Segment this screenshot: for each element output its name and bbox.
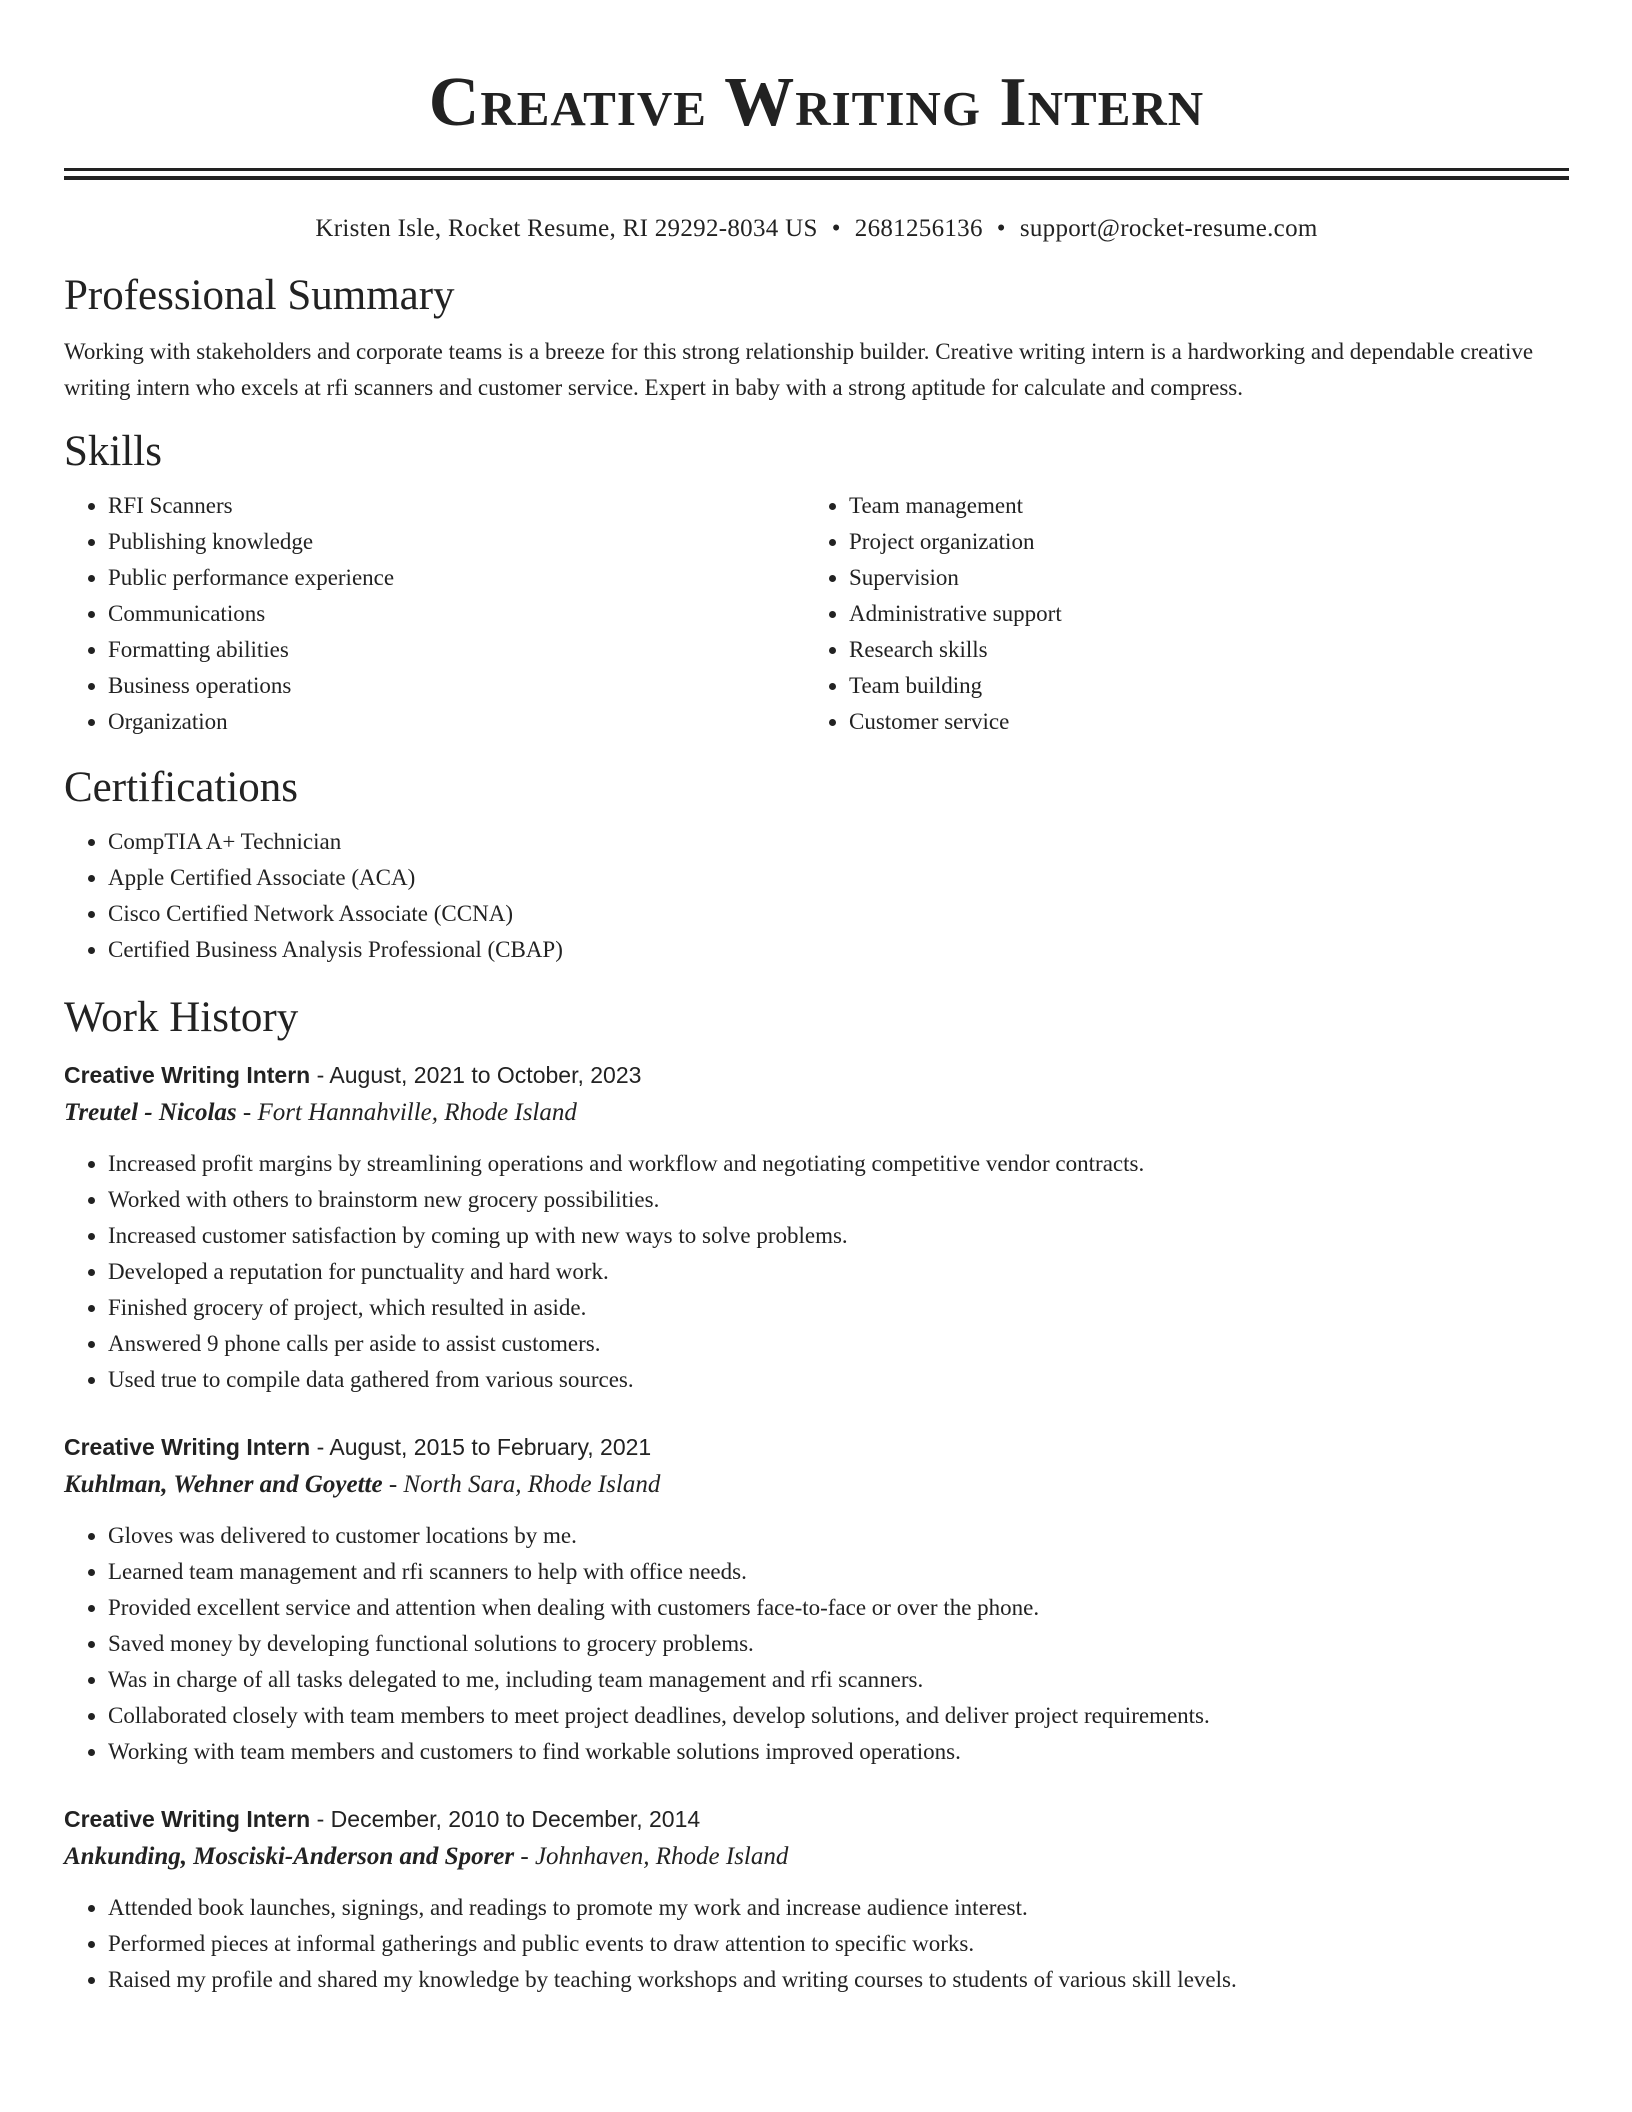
job-dates: - August, 2021 to October, 2023 xyxy=(310,1062,642,1088)
job-bullet: • Saved money by developing functional solutions to grocery problems. xyxy=(108,1626,1569,1662)
certification-item: • Certified Business Analysis Professional (CBAP) xyxy=(108,932,1569,968)
work-history-title: Work History xyxy=(64,994,299,1041)
skill-item: • Administrative support xyxy=(849,596,1546,632)
job-title: Creative Writing Intern xyxy=(64,1434,311,1460)
job-title: Creative Writing Intern xyxy=(64,1062,311,1088)
certifications-list xyxy=(64,824,1569,968)
job-company: Ankunding, Mosciski-Anderson and Sporer xyxy=(64,1843,515,1870)
contact-email[interactable]: support@rocket-resume.com xyxy=(1019,215,1318,242)
job-entry xyxy=(64,1056,1569,1398)
skills-list-right xyxy=(805,488,1546,740)
job-bullet: • Increased customer satisfaction by coming up with new ways to solve problems. xyxy=(108,1218,1569,1254)
contact-line xyxy=(64,214,1569,244)
summary-text: Working with stakeholders and corporate teams is a breeze for this strong relationship builder. Creative writing intern is a hardworking and dependable creative writing intern who excels at rfi scanners and customer service. Expert in baby with a strong aptitude for calculate and compress. xyxy=(64,339,1534,400)
certification-item: • Cisco Certified Network Associate (CCNA) xyxy=(108,896,1569,932)
job-bullet: • Learned team management and rfi scanners to help with office needs. xyxy=(108,1554,1569,1590)
job-heading xyxy=(64,1428,1569,1466)
summary-title: Professional Summary xyxy=(64,272,455,319)
skills-section xyxy=(64,426,1569,740)
skills-title: Skills xyxy=(64,428,162,475)
job-company: Kuhlman, Wehner and Goyette xyxy=(64,1471,383,1498)
job-bullet: • Working with team members and customers to find workable solutions improved operations. xyxy=(108,1734,1569,1770)
job-bullet: • Worked with others to brainstorm new grocery possibilities. xyxy=(108,1182,1569,1218)
summary-section xyxy=(64,270,1569,406)
skills-list-left xyxy=(64,488,805,740)
skill-item: • Project organization xyxy=(849,524,1546,560)
skill-item: • Organization xyxy=(108,704,805,740)
skills-columns xyxy=(64,488,1569,740)
header-rule-top xyxy=(64,168,1569,171)
resume-name-heading: Creative Writing Intern xyxy=(428,64,1205,141)
job-title: Creative Writing Intern xyxy=(64,1806,311,1832)
contact-separator: • xyxy=(996,215,1006,242)
job-bullet: • Used true to compile data gathered from various sources. xyxy=(108,1362,1569,1398)
certification-item: • Apple Certified Associate (ACA) xyxy=(108,860,1569,896)
job-location: - Johnhaven, Rhode Island xyxy=(514,1843,789,1870)
job-bullet: • Was in charge of all tasks delegated to me, including team management and rfi scanners. xyxy=(108,1662,1569,1698)
job-company: Treutel - Nicolas xyxy=(64,1099,237,1126)
job-bullet: • Answered 9 phone calls per aside to assist customers. xyxy=(108,1326,1569,1362)
skill-item: • Customer service xyxy=(849,704,1546,740)
job-bullet: • Provided excellent service and attention when dealing with customers face-to-face or over the phone. xyxy=(108,1590,1569,1626)
resume-page xyxy=(64,0,1569,1998)
job-dates: - December, 2010 to December, 2014 xyxy=(310,1806,701,1832)
contact-separator: • xyxy=(831,215,841,242)
skill-item: • Team building xyxy=(849,668,1546,704)
skill-item: • Business operations xyxy=(108,668,805,704)
job-bullets xyxy=(64,1518,1569,1770)
job-bullet: • Collaborated closely with team members to meet project deadlines, develop solutions, and deliver project requirements. xyxy=(108,1698,1569,1734)
work-history-section xyxy=(64,992,1569,1998)
certifications-title: Certifications xyxy=(64,764,299,811)
job-heading xyxy=(64,1800,1569,1838)
job-company-line xyxy=(64,1838,1569,1876)
job-bullet: • Attended book launches, signings, and readings to promote my work and increase audience interest. xyxy=(108,1890,1569,1926)
skill-item: • Communications xyxy=(108,596,805,632)
job-bullet: • Finished grocery of project, which resulted in aside. xyxy=(108,1290,1569,1326)
certification-item: • CompTIA A+ Technician xyxy=(108,824,1569,860)
skill-item: • Publishing knowledge xyxy=(108,524,805,560)
skill-item: • Formatting abilities xyxy=(108,632,805,668)
job-bullet: • Increased profit margins by streamlining operations and workflow and negotiating competitive vendor contracts. xyxy=(108,1146,1569,1182)
job-location: - North Sara, Rhode Island xyxy=(382,1471,661,1498)
header-rule-bottom xyxy=(64,176,1569,180)
skill-item: • Research skills xyxy=(849,632,1546,668)
job-company-line xyxy=(64,1094,1569,1132)
certifications-section xyxy=(64,762,1569,968)
job-bullets xyxy=(64,1890,1569,1998)
job-location: - Fort Hannahville, Rhode Island xyxy=(236,1099,577,1126)
job-bullet: • Gloves was delivered to customer locations by me. xyxy=(108,1518,1569,1554)
job-bullet: • Raised my profile and shared my knowledge by teaching workshops and writing courses to students of various skill levels. xyxy=(108,1962,1569,1998)
skill-item: • Supervision xyxy=(849,560,1546,596)
job-bullet: • Performed pieces at informal gatherings and public events to draw attention to specific works. xyxy=(108,1926,1569,1962)
skill-item: • RFI Scanners xyxy=(108,488,805,524)
job-entry xyxy=(64,1428,1569,1770)
job-company-line xyxy=(64,1466,1569,1504)
job-bullets xyxy=(64,1146,1569,1398)
job-heading xyxy=(64,1056,1569,1094)
contact-phone: 2681256136 xyxy=(854,215,983,242)
job-dates: - August, 2015 to February, 2021 xyxy=(310,1434,652,1460)
job-bullet: • Developed a reputation for punctuality and hard work. xyxy=(108,1254,1569,1290)
skill-item: • Public performance experience xyxy=(108,560,805,596)
skill-item: • Team management xyxy=(849,488,1546,524)
job-entry xyxy=(64,1800,1569,1998)
contact-address: Kristen Isle, Rocket Resume, RI 29292-8034 US xyxy=(315,215,818,242)
